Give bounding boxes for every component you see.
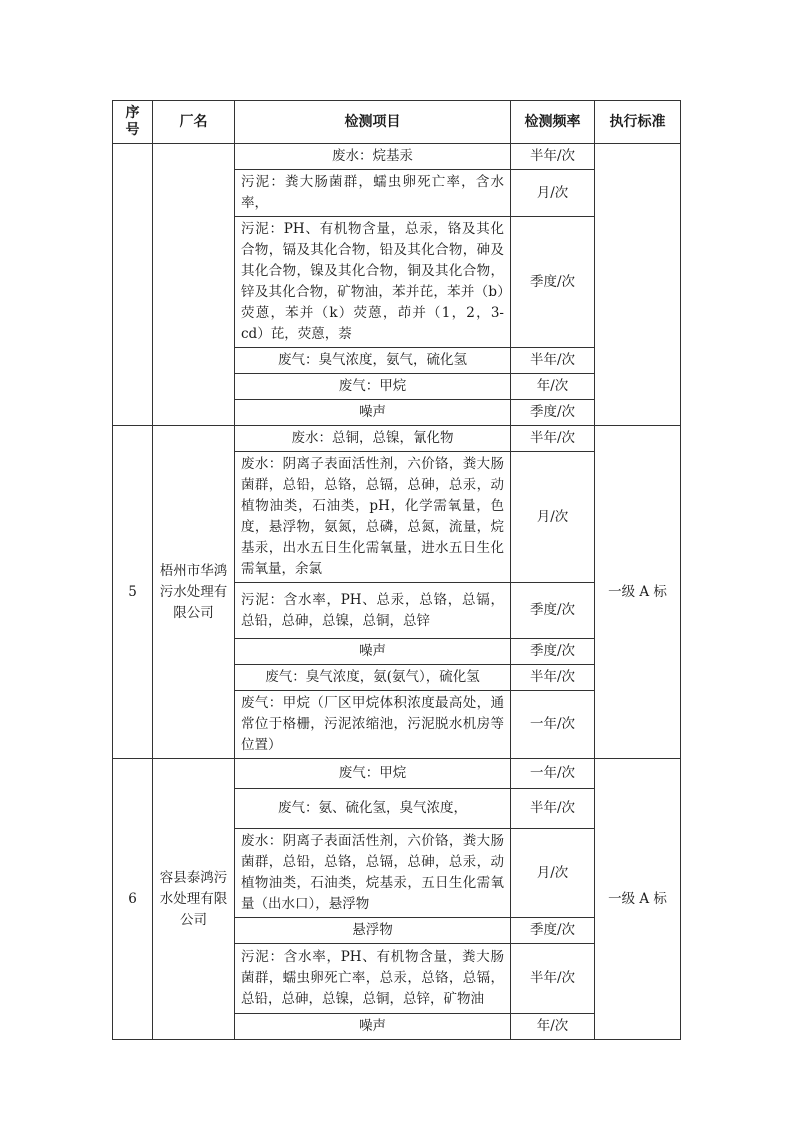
freq-cell: 半年/次 [511,665,595,691]
item-cell: 废气：甲烷（厂区甲烷体积浓度最高处，通常位于格栅，污泥浓缩池，污泥脱水机房等位置） [235,691,511,759]
freq-cell: 季度/次 [511,583,595,639]
freq-cell: 半年/次 [511,348,595,374]
factory-cell [153,144,235,426]
item-cell: 噪声 [235,400,511,426]
header-seq: 序号 [113,101,153,144]
item-cell: 废水：总铜，总镍，氰化物 [235,426,511,452]
freq-cell: 月/次 [511,452,595,583]
freq-cell: 半年/次 [511,144,595,170]
item-cell: 噪声 [235,1014,511,1040]
header-factory: 厂名 [153,101,235,144]
freq-cell: 半年/次 [511,944,595,1014]
standard-cell: 一级 A 标 [595,426,681,759]
item-cell: 污泥：含水率，PH、总汞，总铬，总镉，总铅，总砷，总镍，总铜，总锌 [235,583,511,639]
table-row [113,144,681,170]
item-cell: 废气：臭气浓度，氨气，硫化氢 [235,348,511,374]
item-cell: 废气：甲烷 [235,374,511,400]
item-cell: 废水：阴离子表面活性剂，六价铬，粪大肠菌群，总铅，总铬，总镉，总砷，总汞，动植物油类，石油类，pH，化学需氧量，色度，悬浮物，氨氮，总磷，总氮，流量，烷基汞，出水五日生化需氧量，进水五日生化需氧量，余氯 [235,452,511,583]
freq-cell: 一年/次 [511,691,595,759]
freq-cell: 季度/次 [511,639,595,665]
item-cell: 废水：阴离子表面活性剂，六价铬，粪大肠菌群，总铅，总铬，总镉，总砷，总汞，动植物油类，石油类，烷基汞，五日生化需氧量（出水口），悬浮物 [235,829,511,918]
freq-cell: 年/次 [511,1014,595,1040]
monitoring-table [112,100,681,1040]
factory-cell: 容县泰鸿污水处理有限公司 [153,759,235,1040]
item-cell: 废水：烷基汞 [235,144,511,170]
item-cell: 悬浮物 [235,918,511,944]
item-cell: 污泥：PH、有机物含量，总汞，铬及其化合物，镉及其化合物，铅及其化合物，砷及其化合物，镍及其化合物，铜及其化合物，锌及其化合物，矿物油，苯并芘，苯并（b）荧蒽，苯并（k）荧蒽，茚并（1，2，3-cd）芘，荧蒽，萘 [235,217,511,348]
table-header-row [113,101,681,144]
freq-cell: 季度/次 [511,918,595,944]
item-cell: 废气：臭气浓度，氨(氨气），硫化氢 [235,665,511,691]
standard-cell [595,144,681,426]
item-cell: 污泥：粪大肠菌群，蠕虫卵死亡率，含水率， [235,170,511,217]
freq-cell: 季度/次 [511,400,595,426]
table-row [113,759,681,789]
freq-cell: 年/次 [511,374,595,400]
seq-cell [113,144,153,426]
standard-cell: 一级 A 标 [595,759,681,1040]
item-cell: 废气：氨、硫化氢，臭气浓度， [235,789,511,829]
freq-cell: 月/次 [511,829,595,918]
item-cell: 噪声 [235,639,511,665]
seq-cell: 6 [113,759,153,1040]
item-cell: 废气：甲烷 [235,759,511,789]
header-standard: 执行标准 [595,101,681,144]
freq-cell: 一年/次 [511,759,595,789]
header-freq: 检测频率 [511,101,595,144]
freq-cell: 月/次 [511,170,595,217]
factory-cell: 梧州市华鸿污水处理有限公司 [153,426,235,759]
item-cell: 污泥：含水率，PH、有机物含量，粪大肠菌群，蠕虫卵死亡率，总汞，总铬，总镉，总铅，总砷，总镍，总铜，总锌，矿物油 [235,944,511,1014]
freq-cell: 半年/次 [511,789,595,829]
table-row [113,426,681,452]
freq-cell: 季度/次 [511,217,595,348]
freq-cell: 半年/次 [511,426,595,452]
seq-cell: 5 [113,426,153,759]
header-item: 检测项目 [235,101,511,144]
